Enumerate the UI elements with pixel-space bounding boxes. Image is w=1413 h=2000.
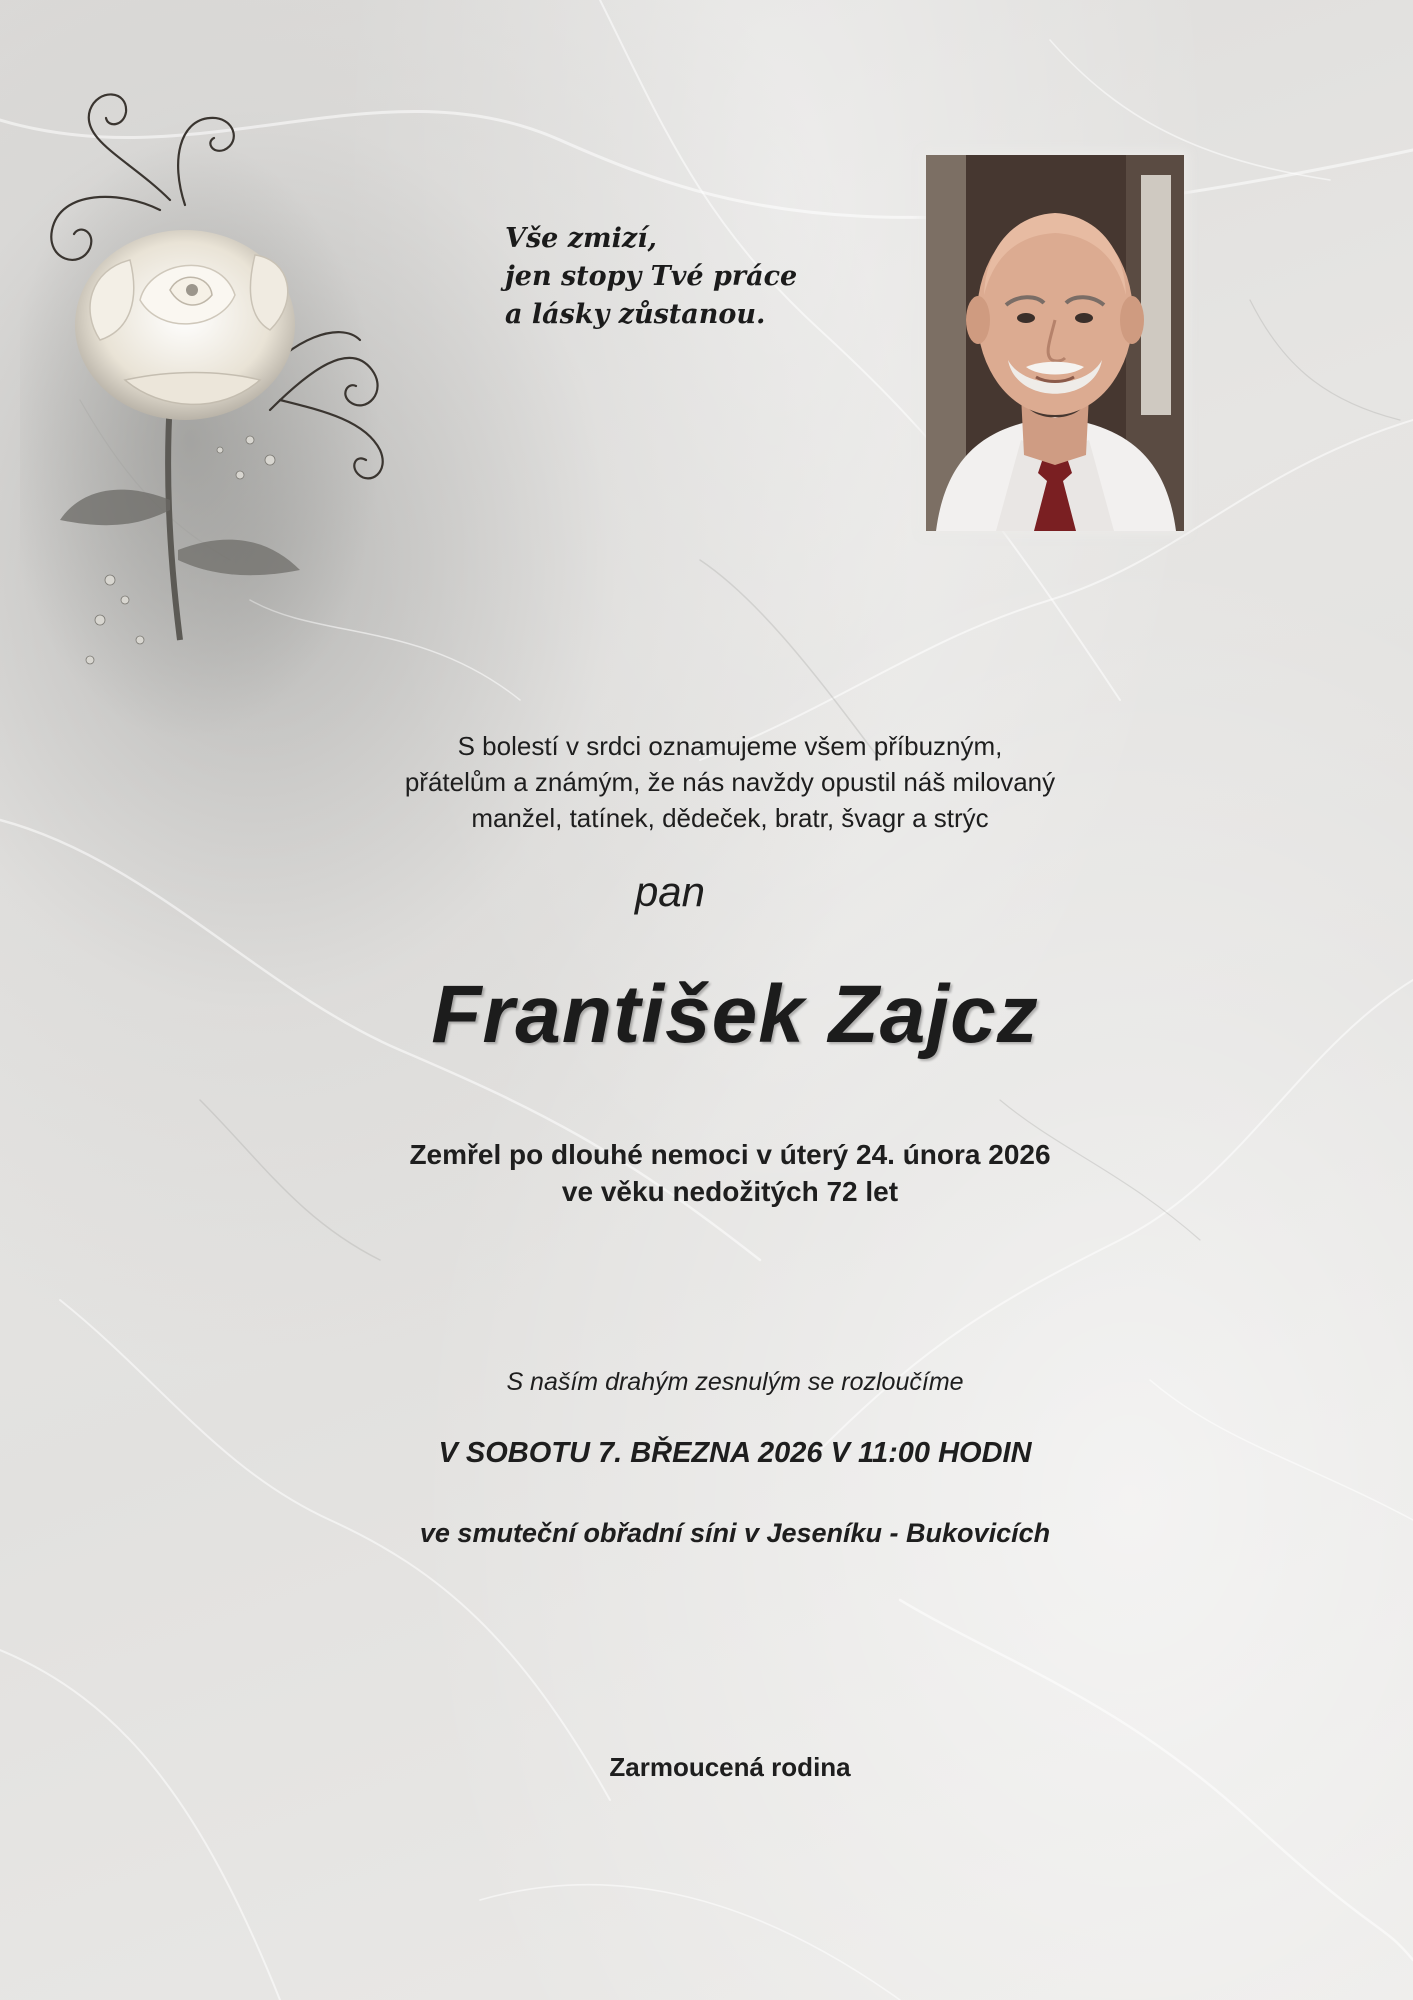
motto-verse	[505, 220, 835, 334]
honorific-title: pan	[634, 868, 706, 915]
deceased-name: František Zajcz	[431, 969, 1039, 1060]
death-details	[300, 1136, 1160, 1210]
family-signature: Zarmoucená rodina	[609, 1752, 851, 1782]
farewell-datetime: V SOBOTU 7. BŘEZNA 2026 V 11:00 HODIN	[438, 1437, 1032, 1469]
motto-line: a lásky zůstanou.	[505, 299, 766, 330]
announcement-text	[340, 728, 1120, 836]
death-line: ve věku nedožitých 72 let	[561, 1176, 899, 1207]
portrait-illustration	[926, 155, 1184, 531]
farewell-intro: S naším drahým zesnulým se rozloučíme	[506, 1368, 964, 1396]
portrait-photo	[926, 155, 1184, 531]
announcement-line: S bolestí v srdci oznamujeme všem příbuzným,	[457, 731, 1003, 761]
announcement-line: manžel, tatínek, dědeček, bratr, švagr a strýc	[471, 803, 989, 833]
motto-line: jen stopy Tvé práce	[505, 261, 798, 292]
farewell-location: ve smuteční obřadní síni v Jeseníku - Bukovicích	[419, 1518, 1051, 1548]
death-line: Zemřel po dlouhé nemoci v úterý 24. února 2026	[409, 1139, 1051, 1170]
motto-line: Vše zmizí,	[505, 223, 657, 254]
announcement-line: přátelům a známým, že nás navždy opustil náš milovaný	[404, 767, 1056, 797]
rose-icon	[20, 80, 440, 740]
